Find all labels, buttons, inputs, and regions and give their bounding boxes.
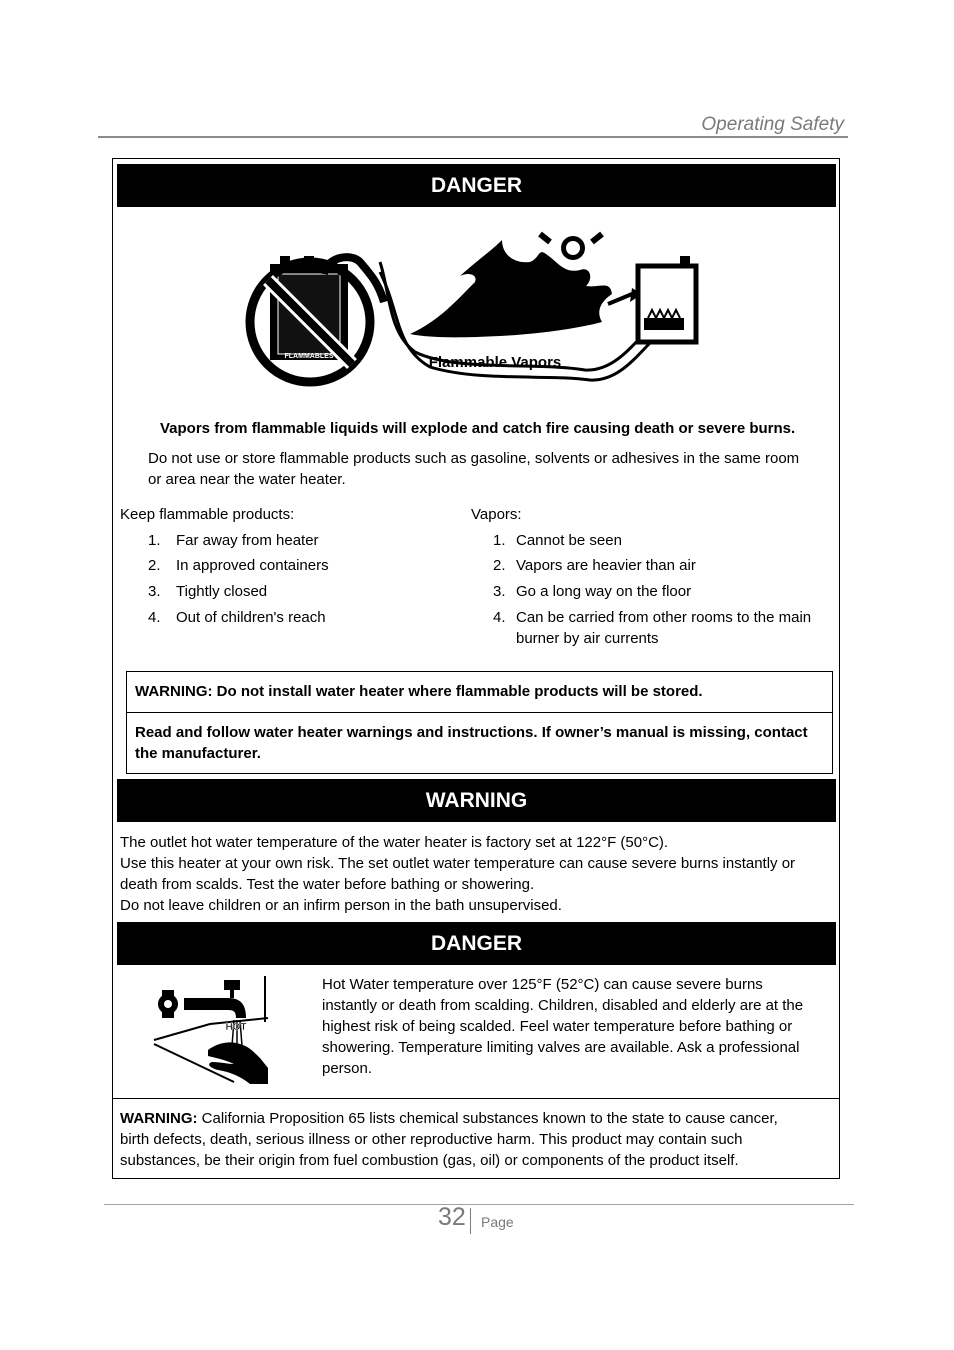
scald-warning-line: highest risk of being scalded. Feel water temperature before bathing or (322, 1018, 793, 1035)
danger-instruction-line1: Do not use or store flammable products such as gasoline, solvents or adhesives in the same room (148, 450, 800, 467)
danger-scald-title: DANGER (430, 931, 522, 955)
vapors-label: Flammable Vapors (428, 354, 562, 371)
prop65-line3: substances, be their origin from fuel combustion (gas, oil) or components of the product itself. (120, 1152, 739, 1169)
scald-warning-line: instantly or death from scalding. Children, disabled and elderly are at the (322, 997, 804, 1014)
scald-warning-line: Hot Water temperature over 125°F (52°C) can cause severe burns (322, 976, 763, 993)
prop65-label: WARNING: (120, 1110, 198, 1127)
list-item-continuation: burner by air currents (516, 630, 659, 647)
flammable-vapors-illustration (240, 222, 710, 394)
hot-label: HOT (225, 1022, 247, 1033)
warning-banner (117, 779, 836, 822)
prop65-text: California Proposition 65 lists chemical substances known to the state to cause cancer, (197, 1110, 778, 1127)
keep-list-heading: Keep flammable products: (120, 506, 295, 523)
danger-title: DANGER (430, 173, 522, 197)
vapors-list-heading: Vapors: (471, 506, 522, 523)
warning-line: death from scalds. Test the water before bathing or showering. (120, 876, 535, 893)
read-instructions-line2: the manufacturer. (135, 745, 261, 762)
warning-title: WARNING (425, 788, 528, 812)
scald-warning-line: person. (322, 1060, 373, 1077)
page-separator (470, 1208, 471, 1234)
valve-handle-icon (158, 990, 178, 1018)
flammables-label: FLAMMABLES (284, 353, 334, 360)
section-title: Operating Safety (701, 114, 844, 135)
danger-banner (117, 164, 836, 207)
hot-water-faucet-illustration (150, 972, 272, 1086)
footer-divider (104, 1204, 854, 1205)
warning-line: Use this heater at your own risk. The set outlet water temperature can cause severe burns instantly or (120, 855, 796, 872)
prop65-line1 (120, 1108, 778, 1129)
warning-line: The outlet hot water temperature of the water heater is factory set at 122°F (50°C). (120, 834, 669, 851)
warning-box-divider (126, 712, 833, 713)
install-warning-text: WARNING: Do not install water heater where flammable products will be stored. (135, 683, 703, 700)
person-icon (540, 234, 602, 260)
scald-warning-line: showering. Temperature limiting valves are available. Ask a professional (322, 1039, 800, 1056)
water-heater-icon (638, 256, 696, 342)
faucet-icon (184, 980, 246, 1018)
page-label: Page (481, 1214, 514, 1230)
hand-icon (208, 1042, 268, 1084)
prop65-line2: birth defects, death, serious illness or other reproductive harm. This product may contain such (120, 1131, 743, 1148)
page-number: 32 (438, 1203, 466, 1231)
danger-headline: Vapors from flammable liquids will explode and catch fire causing death or severe burns. (160, 420, 796, 437)
danger-banner-scald (117, 922, 836, 965)
danger-instruction-line2: or area near the water heater. (148, 471, 346, 488)
warning-line: Do not leave children or an infirm person in the bath unsupervised. (120, 897, 562, 914)
prop65-divider (112, 1098, 840, 1099)
header-divider (98, 136, 848, 138)
read-instructions-line1: Read and follow water heater warnings and instructions. If owner’s manual is missing, contact (135, 724, 808, 741)
